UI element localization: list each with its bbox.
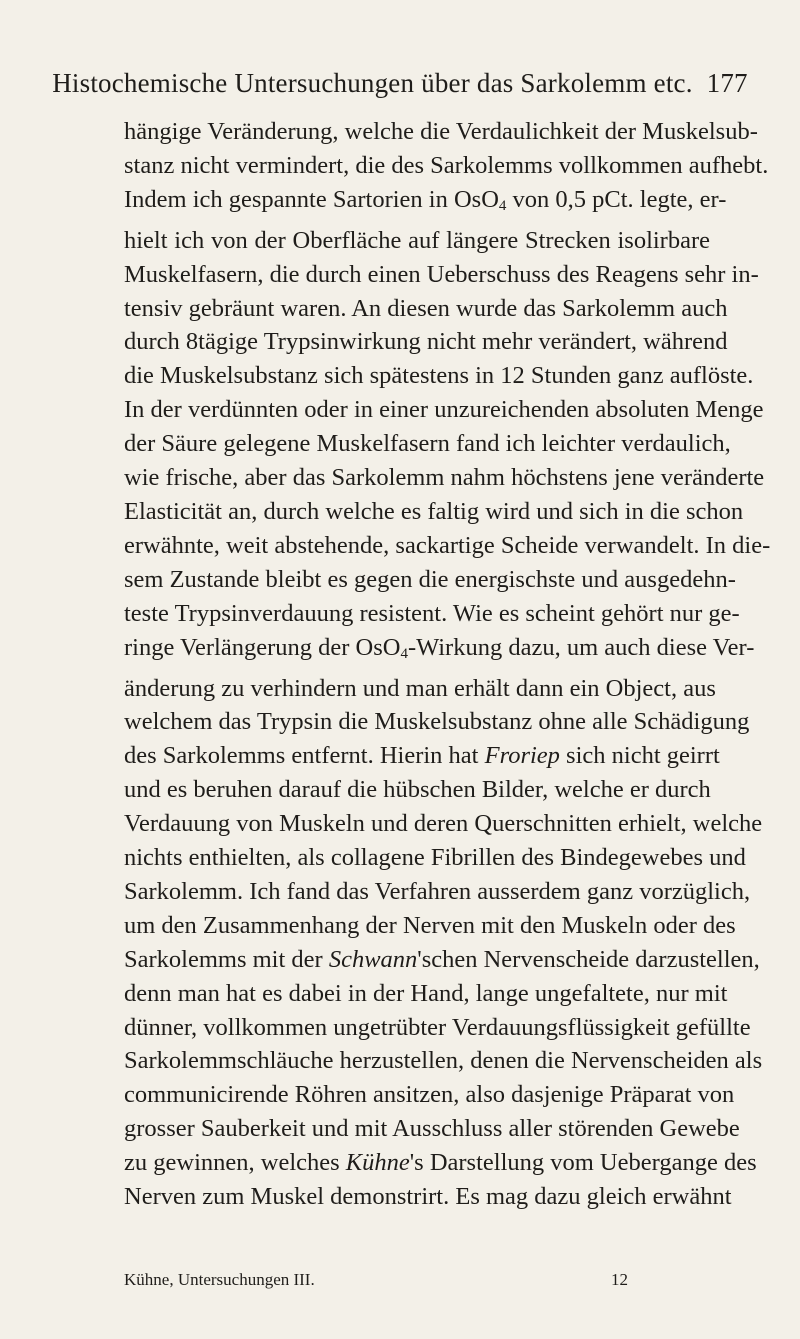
text-line: communicirende Röhren ansitzen, also dasjenige Präparat von <box>124 1081 735 1109</box>
text-line: des Sarkolemms entfernt. Hierin hat Froriep sich nicht geirrt <box>124 742 720 770</box>
text-line: um den Zusammenhang der Nerven mit den Muskeln oder des <box>124 911 736 939</box>
running-title: Histochemische Untersuchungen über das Sarkolemm etc. <box>52 68 693 98</box>
text-line: erwähnte, weit abstehende, sackartige Scheide verwandelt. In die- <box>124 531 771 559</box>
text-line: Indem ich gespannte Sartorien in OsO$_4$ von 0,5 pCt. legte, er- <box>124 185 727 214</box>
body-text <box>124 115 771 1214</box>
text-line: zu gewinnen, welches Kühne's Darstellung vom Uebergange des <box>124 1149 757 1177</box>
text-line: denn man hat es dabei in der Hand, lange ungefaltete, nur mit <box>124 979 728 1007</box>
page-footer <box>124 1270 710 1290</box>
text-line: tensiv gebräunt waren. An diesen wurde das Sarkolemm auch <box>124 294 728 322</box>
text-line: welchem das Trypsin die Muskelsubstanz ohne alle Schädigung <box>124 708 750 736</box>
text-line: hielt ich von der Oberfläche auf längere Strecken isolirbare <box>124 226 710 254</box>
text-line: ringe Verlängerung der OsO$_4$-Wirkung dazu, um auch diese Ver- <box>124 633 755 662</box>
page-number: 177 <box>706 68 748 98</box>
text-line: änderung zu verhindern und man erhält dann ein Object, aus <box>124 674 716 702</box>
text-line: der Säure gelegene Muskelfasern fand ich leichter verdaulich, <box>124 430 731 458</box>
signature-mark: 12 <box>611 1270 628 1289</box>
text-line: Elasticität an, durch welche es faltig wird und sich in die schon <box>124 497 744 525</box>
text-line: die Muskelsubstanz sich spätestens in 12 Stunden ganz auflöste. <box>124 362 754 390</box>
text-line: und es beruhen darauf die hübschen Bilder, welche er durch <box>124 776 711 804</box>
running-head <box>0 68 800 99</box>
text-line: dünner, vollkommen ungetrübter Verdauungsflüssigkeit gefüllte <box>124 1013 751 1041</box>
text-line: hängige Veränderung, welche die Verdaulichkeit der Muskelsub- <box>124 118 758 145</box>
text-line: teste Trypsinverdauung resistent. Wie es scheint gehört nur ge- <box>124 599 740 627</box>
text-line: Sarkolemms mit der Schwann'schen Nervenscheide darzustellen, <box>124 945 760 973</box>
text-line: Nerven zum Muskel demonstrirt. Es mag dazu gleich erwähnt <box>124 1183 732 1211</box>
text-line: nichts enthielten, als collagene Fibrillen des Bindegewebes und <box>124 844 746 872</box>
text-line: stanz nicht vermindert, die des Sarkolemms vollkommen aufhebt. <box>124 151 769 179</box>
footer-source: Kühne, Untersuchungen III. <box>124 1270 315 1289</box>
text-line: In der verdünnten oder in einer unzureichenden absoluten Menge <box>124 396 764 424</box>
text-line: durch 8tägige Trypsinwirkung nicht mehr verändert, während <box>124 328 728 356</box>
text-line: Sarkolemm. Ich fand das Verfahren ausserdem ganz vorzüglich, <box>124 877 751 905</box>
text-line: sem Zustande bleibt es gegen die energischste und ausgedehn- <box>124 565 736 593</box>
text-line: wie frische, aber das Sarkolemm nahm höchstens jene veränderte <box>124 464 765 492</box>
text-line: Muskelfasern, die durch einen Ueberschuss des Reagens sehr in- <box>124 260 759 288</box>
text-line: Verdauung von Muskeln und deren Querschnitten erhielt, welche <box>124 810 763 838</box>
text-line: grosser Sauberkeit und mit Ausschluss aller störenden Gewebe <box>124 1115 740 1143</box>
text-line: Sarkolemmschläuche herzustellen, denen die Nervenscheiden als <box>124 1047 763 1075</box>
